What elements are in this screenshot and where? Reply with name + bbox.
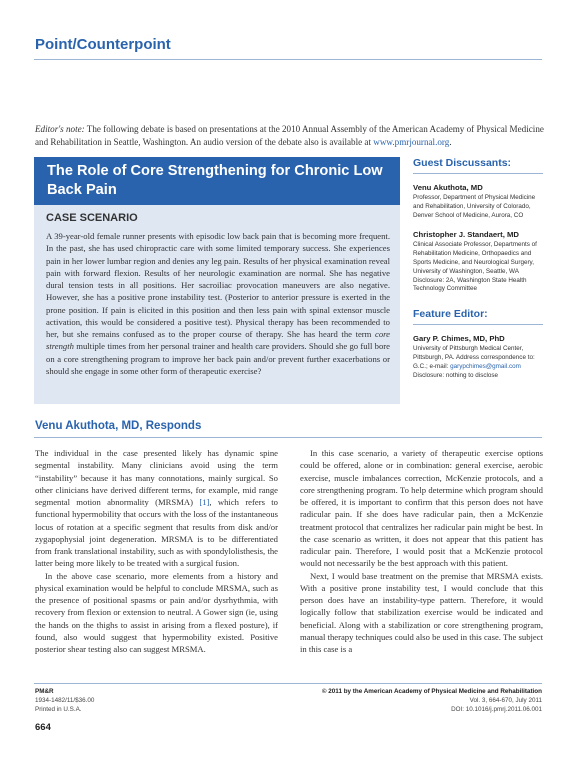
guests-divider <box>413 173 543 174</box>
journal-name: PM&R <box>35 688 54 695</box>
right-paragraph-1: In this case scenario, a variety of therapeutic exercise options could be offered, alone or in combination: general exercise, aerobic exercise, muscle imbalances correction, McKenzie protocols, and a core strengthening program. To help determine which program should be offered, it is important to confirm that this person does not have radicular pain. If she does have radicular pain, then a McKenzie treatment protocol that centralizes her radicular pain might be best. In the case scenario as written, it does not appear that this patient has radicular pain. Therefore, I would posit that a McKenzie protocol would not necessarily be the best approach with this patient. <box>300 448 543 569</box>
right-paragraph-2: Next, I would base treatment on the premise that MRSMA exists. With a positive prone instability test, I would conclude that this person does have an instability-type pattern. Therefore, it would logically follow that stabilization exercise would be indicated and beneficial. Along with a stabilization or core strengthening program, manual therapy techniques could also be used in this case. The subject in this case is a <box>300 570 543 654</box>
editor-name: Gary P. Chimes, MD, PhD <box>413 334 505 344</box>
responds-heading: Venu Akuthota, MD, Responds <box>35 420 202 432</box>
guest-2-affiliation: Clinical Associate Professor, Departments of Rehabilitation Medicine, Orthopaedics and Sports Medicine, and Neurological Surgery, University of Washington, Seattle, WA Disclosure: 2A, Washington State Health Technology Committee <box>413 241 537 293</box>
editor-email-link[interactable]: garypchimes@gmail.com <box>450 362 521 370</box>
section-title: Point/Counterpoint <box>35 36 171 53</box>
guest-1-name: Venu Akuthota, MD <box>413 183 483 192</box>
doi: DOI: 10.1016/j.pmrj.2011.06.001 <box>451 705 542 713</box>
guest-1-affiliation: Professor, Department of Physical Medicine and Rehabilitation, University of Colorado, Denver School of Medicine, Aurora, CO <box>413 194 536 219</box>
left-paragraph-1 <box>35 447 278 570</box>
article-title: The Role of Core Strengthening for Chronic Low Back Pain <box>47 163 383 198</box>
case-text-part-1: A 39-year-old female runner presents with episodic low back pain that is becoming more frequent. In the past, she has used chiropractic care with some limited temporary success. She experiences pain in her lower lumbar region and denies any leg pain. Results of her physical examination reveal pain with forward flexion. Results of her neurologic examination are normal. She has negative dural tension tests in all positions. Her sacroiliac provocation maneuvers are also negative. However, she has a positive prone instability test. (Posterior to anterior pressure is exerted in the prone position. If pain is elicited in this position and then less pain with spinal extensor muscle activation, this would be considered a positive test). Physical therapy has been recommended to her, but she remains confused as to the proper course of therapy. She has heard the term <box>46 231 390 339</box>
reference-1-link[interactable]: [1] <box>199 497 210 507</box>
case-scenario-box <box>34 157 400 404</box>
editors-note-end: . <box>449 136 452 147</box>
editor-affiliation-text: University of Pittsburgh Medical Center, Pittsburgh, PA. Address correspondence to: G.C.; e-mail: <box>413 345 535 370</box>
copyright: © 2011 by the American Academy of Physical Medicine and Rehabilitation <box>321 688 542 695</box>
feature-editor-heading: Feature Editor: <box>413 308 488 321</box>
case-text-part-2: multiple times from her personal trainer and health care providers. Should she go full bore on a core strengthening program to improve her back pain and/or prevent further exacerbations or should she engage in some other form of therapeutic exercise? <box>46 341 390 376</box>
footer-divider <box>34 683 542 684</box>
left-p1-text-a: The individual in the case presented likely has dynamic spine segmental instability. Many clinicians avoid using the term “instability” because it has many connotations, mainly surgical. So other clinicians have derived different terms, for example, mid range segmental motion abnormality (MRSMA) <box>35 448 278 507</box>
editors-note <box>35 123 545 148</box>
guest-discussants-heading: Guest Discussants: <box>413 157 512 169</box>
editor-disclosure: Disclosure: nothing to disclose <box>413 371 499 379</box>
case-scenario-text <box>46 230 390 377</box>
left-column <box>35 447 278 655</box>
discussants-sidebar <box>413 157 543 380</box>
volume-info: Vol. 3, 664-670, July 2011 <box>469 696 542 704</box>
left-paragraph-2: In the above case scenario, more elements from a history and physical examination would be helpful to conclude MRSMA, such as the presence of positional spasms or pain and/or dysrhythmia, with recovery from flexion or extension to neutral. A Gower sign (ie, using the hands on the thighs to assist in arising from a flexed posture), if found, also would suggest that hypermobility existed. Positive posterior shear testing also can suggest MRSMA. <box>35 570 278 654</box>
case-text-emphasis: core strength <box>46 329 390 352</box>
case-scenario-heading: CASE SCENARIO <box>46 212 138 224</box>
left-p1-text-b: , which refers to functional hypermobility that occurs with the loss of the instantaneous locus of rotation at a specific segment that results from disk and/or zygapophysial joint degeneration. MRSMA is to be differentiated from frank translational instability, such as with spondylolisthesis, the latter being more likely to be treated with a surgical fusion. <box>35 497 278 569</box>
case-title-banner <box>34 157 400 205</box>
printed-in: Printed in U.S.A. <box>35 705 82 713</box>
editors-note-text: The following debate is based on presentations at the 2010 Annual Assembly of the American Academy of Physical Medicine and Rehabilitation in Seattle, Washington. An audio version of the debate also is available at <box>35 124 544 147</box>
responds-divider <box>34 437 542 438</box>
editors-note-label: Editor's note: <box>35 124 85 134</box>
issn: 1934-1482/11/$36.00 <box>35 696 95 704</box>
footer-right <box>322 688 542 714</box>
header-divider <box>34 59 542 60</box>
footer-left <box>35 688 94 714</box>
editor-divider <box>413 324 543 325</box>
right-column <box>300 447 543 655</box>
editor-affiliation <box>413 345 543 380</box>
pmrjournal-link[interactable]: www.pmrjournal.org <box>373 136 450 147</box>
guest-2-name: Christopher J. Standaert, MD <box>413 230 519 240</box>
page-number: 664 <box>35 722 51 733</box>
